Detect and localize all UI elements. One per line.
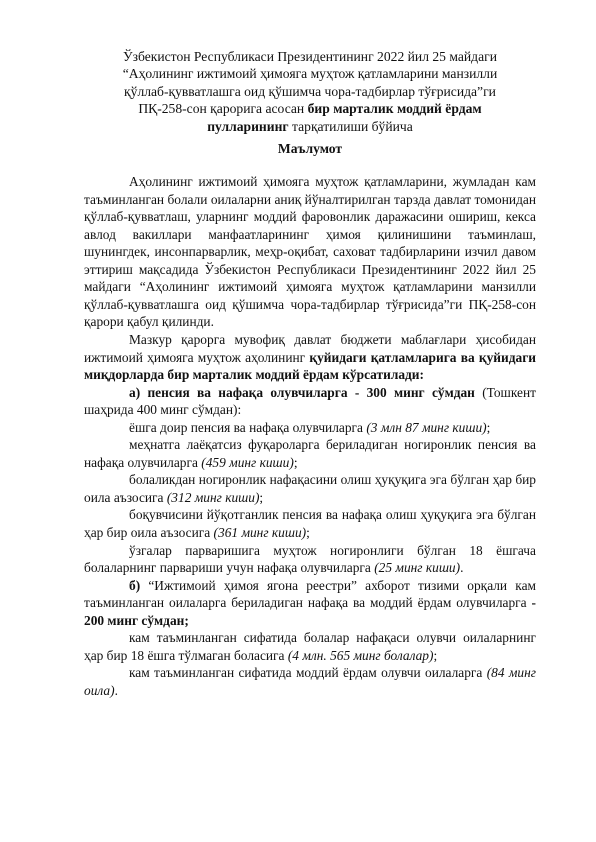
item-count: (3 млн 87 минг киши) xyxy=(366,419,487,435)
title-line xyxy=(84,100,536,117)
paragraph-text: (Тошкент шаҳрида 400 минг сўмдан): xyxy=(84,384,536,418)
title-bold-text: пулларининг xyxy=(207,118,289,134)
title-line: Ўзбекистон Республикаси Президентининг 2022 йил 25 майдаги xyxy=(123,49,497,64)
list-item xyxy=(84,664,536,699)
title-bold-text: бир марталик моддий ёрдам xyxy=(307,101,482,117)
item-count: (84 минг оила) xyxy=(84,665,536,698)
list-item xyxy=(84,436,536,471)
title-line: “Аҳолининг ижтимоий ҳимояга муҳтож қатламларини манзилли xyxy=(122,66,498,82)
paragraph-bold-text: қуйидаги қатламларига ва қуйидаги миқдорларда бир марталик моддий ёрдам кўрсатилади: xyxy=(84,349,536,383)
section-b-marker: б) xyxy=(129,577,141,593)
list-item xyxy=(84,506,536,541)
item-count: (25 минг киши) xyxy=(374,560,461,576)
title-text: тарқатилиши бўйича xyxy=(288,118,413,134)
paragraph-intro: Аҳолининг ижтимоий ҳимояга муҳтож қатламларини, жумладан кам таъминланган болали оилаларни аниқ йўналтирилган тарзда давлат томонидан қўллаб-қувватлаш, уларнинг моддий фаровонлик даражасини ошириш, кекса авлод вакиллари манфаатларининг ҳимоя қилинишини таъминлаш, шунингдек, инсонпарварлик, меҳр-оқибат, саховат тадбирларини изчил давом эттириш мақсадида Ўзбекистон Республикаси Президентининг 2022 йил 25 майдаги “Аҳолининг ижтимоий ҳимояга муҳтож қатламларини манзилли қўллаб-қувватлашга оид қўшимча чора-тадбирлар тўғрисида”ги ПҚ-258-сон қарори қабул қилинди. xyxy=(84,174,536,330)
document-subtitle: Маълумот xyxy=(277,141,343,157)
list-item xyxy=(84,471,536,506)
list-item xyxy=(84,629,536,664)
document-body xyxy=(84,173,536,699)
item-text: болаликдан ногиронлик нафақасини олиш ҳуқуқига эга бўлган ҳар бир оила аъзосига xyxy=(84,472,536,505)
item-punct: ; xyxy=(306,524,310,540)
paragraph-text: “Ижтимоий ҳимоя ягона реестри” ахборот тизими орқали кам таъминланган оилаларга бериладиган нафақа ва моддий ёрдам олувчиларга xyxy=(84,577,536,611)
item-punct: . xyxy=(114,682,118,698)
item-count: (312 минг киши) xyxy=(166,489,260,505)
item-count: (361 минг киши) xyxy=(213,524,307,540)
title-line: қўллаб-қувватлашга оид қўшимча чора-тадбирлар тўғрисида”ги xyxy=(124,83,496,99)
section-b-amount: - 200 минг сўмдан; xyxy=(84,595,536,628)
item-text: кам таъминланган сифатида болалар нафақаси олувчи оилаларнинг ҳар бир 18 ёшга тўлмаган боласига xyxy=(84,630,536,663)
item-text: боқувчисини йўқотганлик пенсия ва нафақа олиш ҳуқуқига эга бўлган ҳар бир оила аъзосига xyxy=(84,507,536,540)
item-text: кам таъминланган сифатида моддий ёрдам олувчи оилаларга xyxy=(129,665,487,681)
item-punct: ; xyxy=(293,454,298,470)
item-text: меҳнатга лаёқатсиз фуқароларга бериладиган ногиронлик пенсия ва нафақа олувчиларга xyxy=(84,437,536,470)
item-text: ўзгалар парваришига муҳтож ногиронлиги бўлган 18 ёшгача болаларнинг парвариши учун нафақа олувчиларга xyxy=(84,542,536,576)
item-punct: ; xyxy=(486,419,491,435)
paragraph-section-a xyxy=(84,384,536,419)
item-text: ёшга доир пенсия ва нафақа олувчиларга xyxy=(129,419,367,435)
list-item xyxy=(84,419,536,437)
paragraph-text: Мазкур қарорга мувофиқ давлат бюджети маблағлари ҳисобидан ижтимоий ҳимояга муҳтож аҳолининг xyxy=(84,331,536,365)
document-title xyxy=(84,48,536,135)
item-punct: ; xyxy=(259,489,264,505)
section-a-heading: а) пенсия ва нафақа олувчиларга - 300 минг сўмдан xyxy=(129,384,475,400)
title-text: ПҚ-258-сон қарорига асосан xyxy=(138,101,308,117)
item-punct: . xyxy=(460,560,464,576)
item-count: (459 минг киши) xyxy=(201,454,294,470)
item-punct: ; xyxy=(433,647,438,663)
paragraph-section-b xyxy=(84,577,536,630)
list-item xyxy=(84,542,536,577)
title-line xyxy=(84,118,536,135)
item-count: (4 млн. 565 минг болалар) xyxy=(287,647,434,663)
paragraph-decree xyxy=(84,331,536,384)
